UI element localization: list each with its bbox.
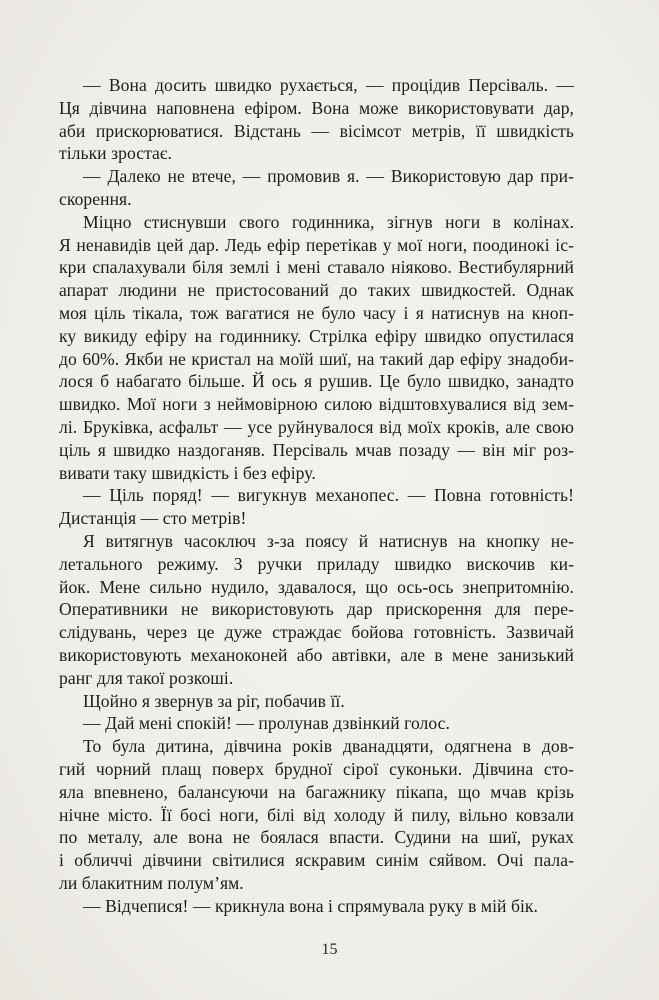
text-line: Міцно стиснувши свого годинника, зігнув ноги в колінах.	[83, 211, 574, 232]
text-line: — Відчепися! — крикнула вона і спрямувала руку в мій бік.	[83, 895, 538, 916]
text-line: вивати таку швидкість і без ефіру.	[59, 462, 316, 483]
text-line: Я витягнув часоключ з-за поясу й натиснув на кнопку не-	[83, 530, 574, 551]
text-line: Я ненавидів цей дар. Ледь ефір перетікав у мої ноги, поодинокі іс-	[59, 234, 574, 255]
text-line: аби прискорюватися. Відстань — вісімсот метрів, її швидкість	[59, 120, 574, 141]
text-line: — Вона досить швидко рухається, — процідив Персіваль. —	[83, 75, 574, 95]
text-line: швидко. Мої ноги з неймовірною силою відштовхувалися від зем-	[59, 394, 574, 415]
text-line: скорення.	[59, 188, 132, 209]
text-line: кри спалахували біля землі і мені ставало ніяково. Вестибулярний	[59, 257, 574, 278]
text-line: використовують механоконей або автівки, але в мене занизький	[59, 644, 574, 665]
text-line: гий чорний плащ поверх брудної сірої суконьки. Дівчина сто-	[59, 758, 574, 779]
text-line: тільки зростає.	[59, 143, 172, 164]
text-line: летального режиму. З ручки приладу швидко вискочив ки-	[59, 553, 574, 574]
text-line: яла впевнено, балансуючи на багажнику пікапа, що мчав крізь	[59, 781, 574, 802]
text-line: — Дай мені спокій! — пролунав дзвінкий голос.	[83, 713, 450, 734]
text-line: моя ціль тікала, тож вагатися не було часу і я натиснув на кноп-	[59, 302, 574, 323]
text-line: йок. Мене сильно нудило, здавалося, що ось-ось знепритомнію.	[59, 576, 574, 597]
text-line: Дистанція — сто метрів!	[59, 508, 247, 529]
page-number: 15	[321, 941, 338, 958]
text-line: — Ціль поряд! — вигукнув механопес. — Повна готовність!	[83, 485, 574, 506]
text-line: до 60%. Якби не кристал на моїй шиї, на такий дар ефіру знадоби-	[59, 348, 574, 369]
text-line: апарат людини не пристосований до таких швидкостей. Однак	[59, 280, 574, 301]
text-line: ли блакитним полум’ям.	[59, 872, 244, 893]
text-line: Оперативники не використовують дар прискорення для пере-	[59, 599, 574, 620]
text-line: — Далеко не втече, — промовив я. — Використовую дар при-	[83, 166, 574, 187]
text-line: нічне місто. Її босі ноги, білі від холоду й пилу, вільно ковзали	[59, 804, 574, 825]
text-line: Ця дівчина наповнена ефіром. Вона може використовувати дар,	[59, 97, 574, 118]
text-line: лі. Бруківка, асфальт — усе руйнувалося від моїх кроків, але свою	[59, 416, 574, 437]
text-line: слідувань, через це дуже страждає бойова готовність. Зазвичай	[59, 622, 574, 643]
text-line: Щойно я звернув за ріг, побачив її.	[83, 690, 345, 711]
text-line: лося б набагато більше. Й ось я рушив. Це було швидко, занадто	[59, 371, 574, 392]
text-line: ранг для такої розкоші.	[59, 667, 234, 688]
text-line: по металу, але вона не боялася впасти. Судини на шиї, руках	[59, 827, 574, 848]
body-text	[59, 74, 574, 917]
text-line: і обличчі дівчини світилися яскравим синім сяйвом. Очі пала-	[59, 850, 574, 871]
text-line: То була дитина, дівчина років дванадцяти, одягнена в дов-	[83, 736, 574, 757]
text-line: ціль я швидко наздоганяв. Персіваль мчав позаду — він міг роз-	[59, 439, 574, 460]
text-line: ку викиду ефіру на годиннику. Стрілка ефіру швидко опустилася	[59, 325, 574, 346]
